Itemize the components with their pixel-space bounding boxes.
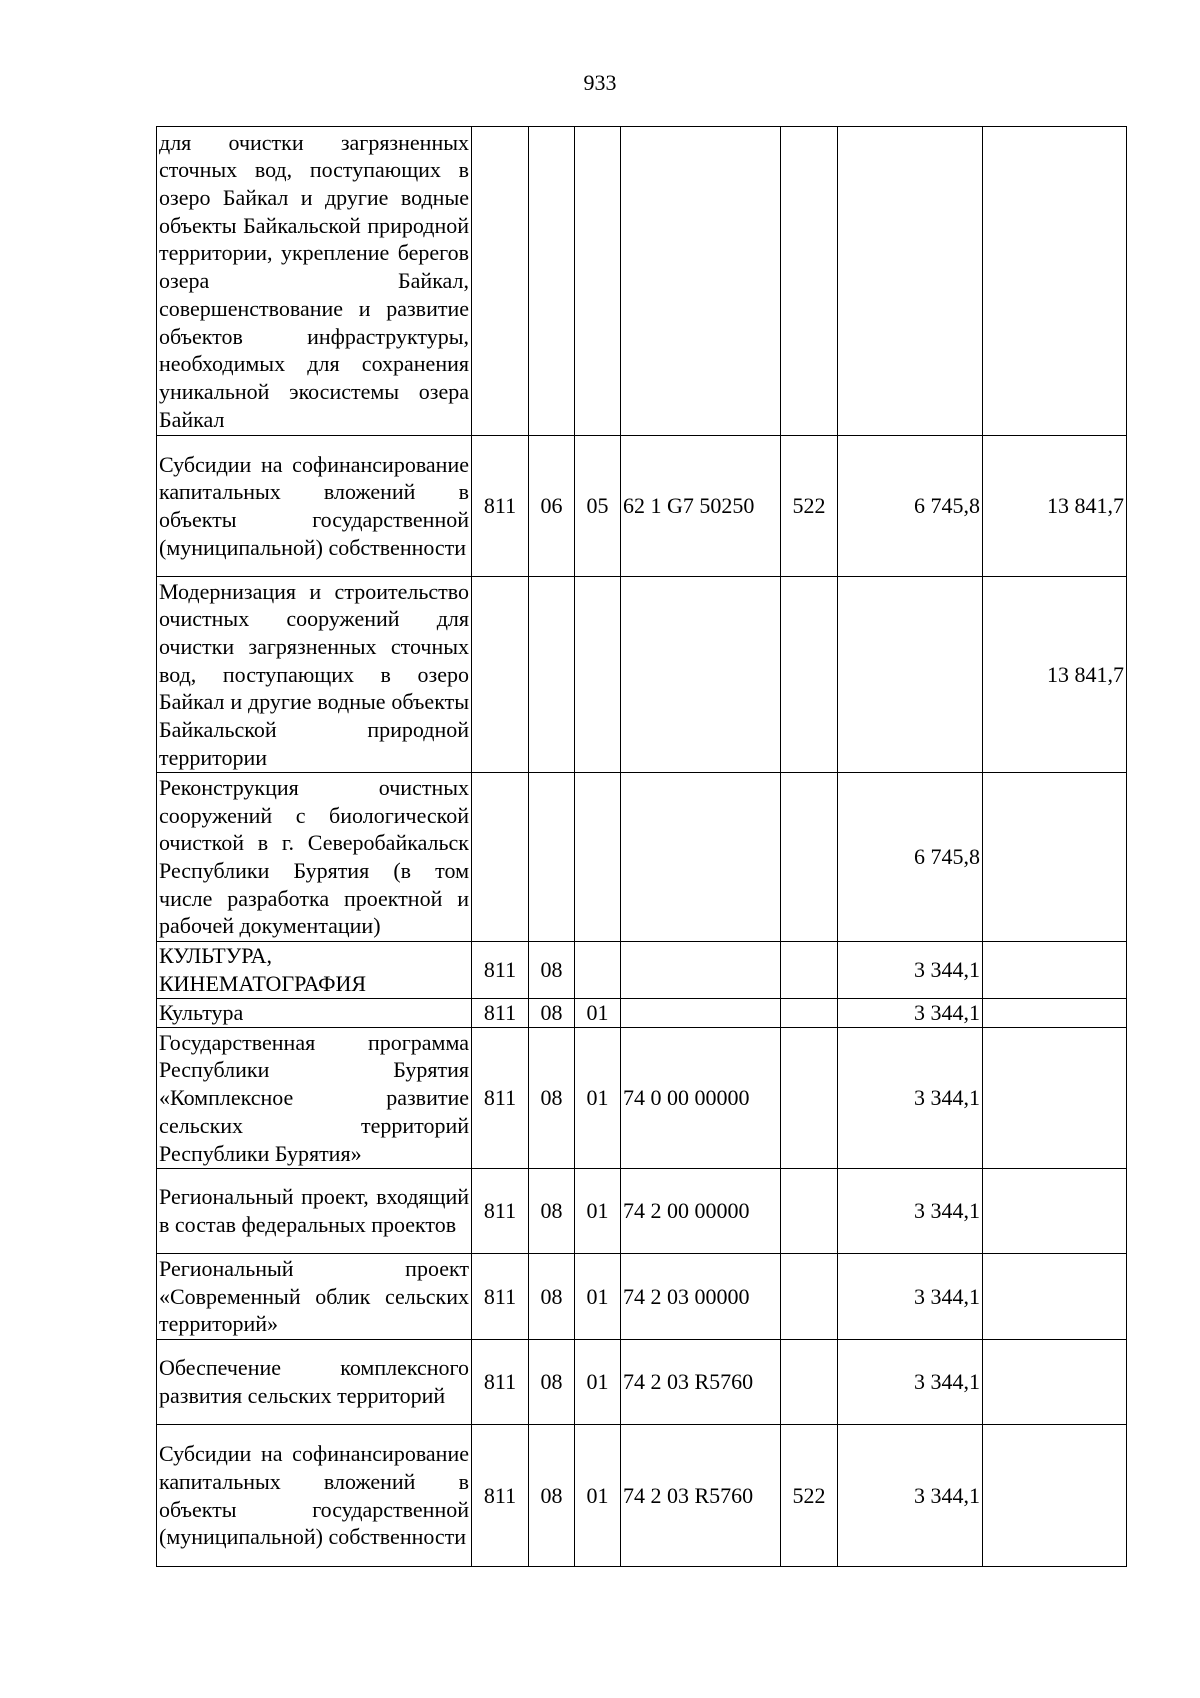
row-vid: 522 xyxy=(781,436,838,577)
row-name: Региональный проект, входящий в состав федеральных проектов xyxy=(157,1169,472,1254)
table-row xyxy=(157,1028,1127,1169)
row-gr: 811 xyxy=(472,1254,529,1340)
row-tsel xyxy=(621,577,781,773)
row-vid: 522 xyxy=(781,1425,838,1567)
row-sum1: 3 344,1 xyxy=(838,999,983,1028)
row-gr xyxy=(472,577,529,773)
row-vid xyxy=(781,1028,838,1169)
row-rz: 08 xyxy=(529,1254,575,1340)
row-rz: 08 xyxy=(529,1028,575,1169)
row-pr: 05 xyxy=(575,436,621,577)
row-vid xyxy=(781,999,838,1028)
row-vid xyxy=(781,1340,838,1425)
row-vid xyxy=(781,1254,838,1340)
table-row xyxy=(157,1425,1127,1567)
row-pr xyxy=(575,942,621,999)
row-rz: 08 xyxy=(529,1425,575,1567)
row-tsel: 74 0 00 00000 xyxy=(621,1028,781,1169)
row-pr xyxy=(575,127,621,436)
row-pr: 01 xyxy=(575,1028,621,1169)
row-gr xyxy=(472,127,529,436)
row-tsel xyxy=(621,773,781,942)
row-tsel xyxy=(621,127,781,436)
table-row xyxy=(157,942,1127,999)
row-sum1: 3 344,1 xyxy=(838,1169,983,1254)
row-name: Государственная программа Республики Бурятия «Комплексное развитие сельских территорий Республики Бурятия» xyxy=(157,1028,472,1169)
row-tsel: 74 2 03 R5760 xyxy=(621,1340,781,1425)
row-sum1: 3 344,1 xyxy=(838,1340,983,1425)
row-vid xyxy=(781,127,838,436)
row-gr: 811 xyxy=(472,1425,529,1567)
row-tsel xyxy=(621,942,781,999)
row-sum1: 6 745,8 xyxy=(838,436,983,577)
row-pr xyxy=(575,577,621,773)
table-row xyxy=(157,127,1127,436)
row-sum1 xyxy=(838,127,983,436)
row-tsel: 74 2 03 00000 xyxy=(621,1254,781,1340)
row-name: Субсидии на софинансирование капитальных вложений в объекты государственной (муниципальной) собственности xyxy=(157,436,472,577)
row-vid xyxy=(781,577,838,773)
row-pr: 01 xyxy=(575,1425,621,1567)
row-sum1: 6 745,8 xyxy=(838,773,983,942)
row-sum2 xyxy=(983,1340,1127,1425)
row-name: Обеспечение комплексного развития сельских территорий xyxy=(157,1340,472,1425)
row-sum1: 3 344,1 xyxy=(838,942,983,999)
row-name: для очистки загрязненных сточных вод, поступающих в озеро Байкал и другие водные объекты Байкальской природной территории, укрепление берегов озера Байкал, совершенствование и развитие объектов инфраструктуры, необходимых для сохранения уникальной экосистемы озера Байкал xyxy=(157,127,472,436)
row-vid xyxy=(781,1169,838,1254)
row-sum2 xyxy=(983,773,1127,942)
row-rz: 08 xyxy=(529,1340,575,1425)
row-gr: 811 xyxy=(472,436,529,577)
row-rz: 08 xyxy=(529,999,575,1028)
table-row xyxy=(157,577,1127,773)
row-sum1 xyxy=(838,577,983,773)
budget-table xyxy=(156,126,1127,1567)
row-pr: 01 xyxy=(575,1254,621,1340)
row-gr xyxy=(472,773,529,942)
table-row xyxy=(157,773,1127,942)
row-name: Региональный проект «Современный облик сельских территорий» xyxy=(157,1254,472,1340)
row-rz xyxy=(529,127,575,436)
row-tsel: 62 1 G7 50250 xyxy=(621,436,781,577)
row-sum2: 13 841,7 xyxy=(983,436,1127,577)
row-tsel: 74 2 00 00000 xyxy=(621,1169,781,1254)
row-rz: 08 xyxy=(529,942,575,999)
row-gr: 811 xyxy=(472,1340,529,1425)
row-vid xyxy=(781,773,838,942)
row-sum2 xyxy=(983,999,1127,1028)
row-name: Модернизация и строительство очистных сооружений для очистки загрязненных сточных вод, поступающих в озеро Байкал и другие водные объекты Байкальской природной территории xyxy=(157,577,472,773)
row-sum2 xyxy=(983,942,1127,999)
page-number: 933 xyxy=(583,70,617,95)
row-sum2 xyxy=(983,1028,1127,1169)
row-sum2 xyxy=(983,127,1127,436)
row-sum2 xyxy=(983,1254,1127,1340)
table-row xyxy=(157,999,1127,1028)
row-gr: 811 xyxy=(472,999,529,1028)
table-row xyxy=(157,1340,1127,1425)
row-gr: 811 xyxy=(472,1169,529,1254)
row-rz xyxy=(529,577,575,773)
row-tsel xyxy=(621,999,781,1028)
row-sum2 xyxy=(983,1425,1127,1567)
row-vid xyxy=(781,942,838,999)
table-row xyxy=(157,436,1127,577)
table-row xyxy=(157,1254,1127,1340)
row-sum2: 13 841,7 xyxy=(983,577,1127,773)
row-pr: 01 xyxy=(575,999,621,1028)
row-pr xyxy=(575,773,621,942)
row-gr: 811 xyxy=(472,1028,529,1169)
row-name: Субсидии на софинансирование капитальных вложений в объекты государственной (муниципальной) собственности xyxy=(157,1425,472,1567)
row-sum1: 3 344,1 xyxy=(838,1254,983,1340)
row-sum1: 3 344,1 xyxy=(838,1425,983,1567)
row-rz: 08 xyxy=(529,1169,575,1254)
table-row xyxy=(157,1169,1127,1254)
row-pr: 01 xyxy=(575,1340,621,1425)
row-tsel: 74 2 03 R5760 xyxy=(621,1425,781,1567)
row-rz: 06 xyxy=(529,436,575,577)
row-pr: 01 xyxy=(575,1169,621,1254)
row-gr: 811 xyxy=(472,942,529,999)
row-name: Реконструкция очистных сооружений с биологической очисткой в г. Северобайкальск Республики Бурятия (в том числе разработка проектной и рабочей документации) xyxy=(157,773,472,942)
row-sum1: 3 344,1 xyxy=(838,1028,983,1169)
row-sum2 xyxy=(983,1169,1127,1254)
row-name: Культура xyxy=(157,999,472,1028)
row-name: КУЛЬТУРА, КИНЕМАТОГРАФИЯ xyxy=(157,942,472,999)
row-rz xyxy=(529,773,575,942)
